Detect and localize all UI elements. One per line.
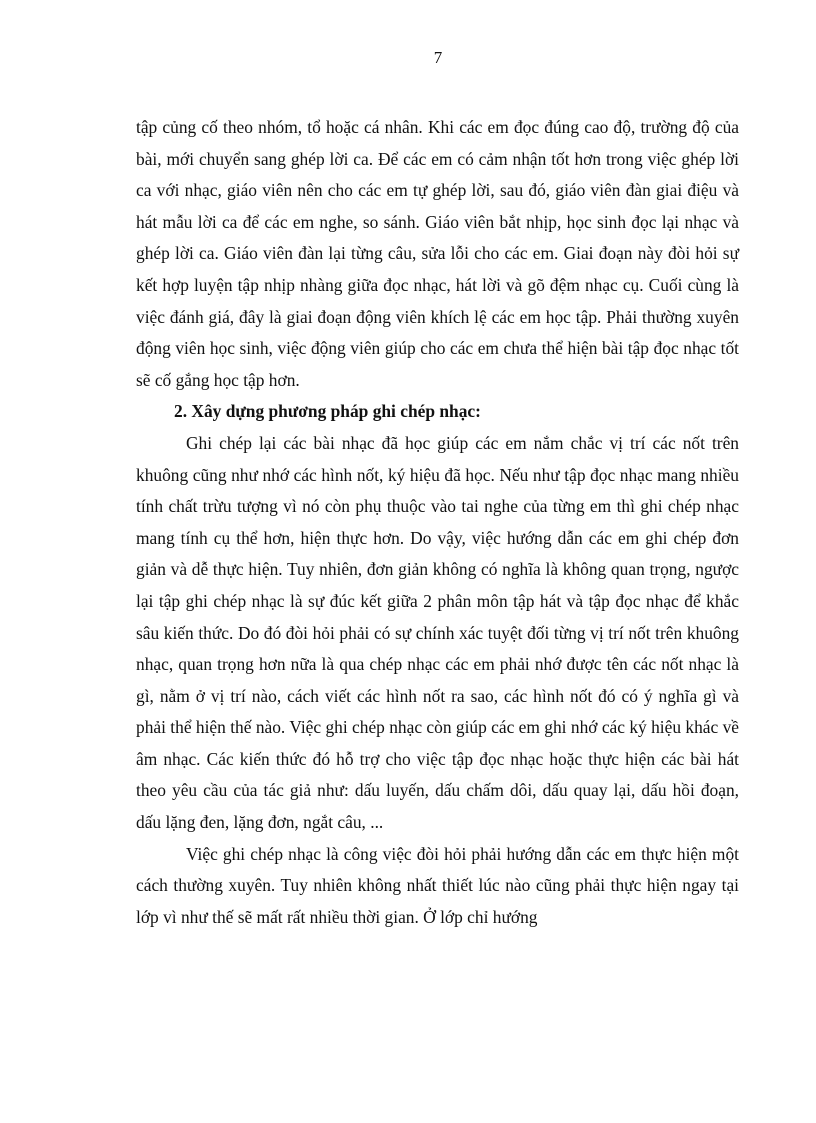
paragraph-continuation: tập củng cố theo nhóm, tổ hoặc cá nhân. Khi các em đọc đúng cao độ, trường độ của bài, mới chuyển sang ghép lời ca. Để các em có cảm nhận tốt hơn trong việc ghép lời ca với nhạc, giáo viên nên cho các em tự ghép lời, sau đó, giáo viên đàn giai điệu và hát mẫu lời ca để các em nghe, so sánh. Giáo viên bắt nhịp, học sinh đọc lại nhạc và ghép lời ca. Giáo viên đàn lại từng câu, sửa lỗi cho các em. Giai đoạn này đòi hỏi sự kết hợp luyện tập nhịp nhàng giữa đọc nhạc, hát lời và gõ đệm nhạc cụ. Cuối cùng là việc đánh giá, đây là giai đoạn động viên khích lệ các em học tập. Phải thường xuyên động viên học sinh, việc động viên giúp cho các em chưa thể hiện bài tập đọc nhạc tốt sẽ cố gắng học tập hơn. xyxy=(136,117,739,390)
page-number: 7 xyxy=(433,48,443,67)
paragraph-practice: Việc ghi chép nhạc là công việc đòi hỏi phải hướng dẫn các em thực hiện một cách thường xuyên. Tuy nhiên không nhất thiết lúc nào cũng phải thực hiện ngay tại lớp vì như thế sẽ mất rất nhiều thời gian. Ở lớp chỉ hướng xyxy=(136,843,739,927)
paragraph-note-taking: Ghi chép lại các bài nhạc đã học giúp các em nắm chắc vị trí các nốt trên khuông cũng như nhớ các hình nốt, ký hiệu đã học. Nếu như tập đọc nhạc mang nhiều tính chất trừu tượng vì nó còn phụ thuộc vào tai nghe của từng em thì ghi chép nhạc mang tính cụ thể hơn, hiện thực hơn. Do vậy, việc hướng dẫn các em ghi chép đơn giản và dễ thực hiện. Tuy nhiên, đơn giản không có nghĩa là không quan trọng, ngược lại tập ghi chép nhạc là sự đúc kết giữa 2 phân môn tập hát và tập đọc nhạc để khắc sâu kiến thức. Do đó đòi hỏi phải có sự chính xác tuyệt đối từng vị trí nốt trên khuông nhạc, quan trọng hơn nữa là qua chép nhạc các em phải nhớ được tên các nốt nhạc là gì, nằm ở vị trí nào, cách viết các hình nốt ra sao, các hình nốt đó có ý nghĩa gì và phải thể hiện thế nào. Việc ghi chép nhạc còn giúp các em ghi nhớ các ký hiệu khác về âm nhạc. Các kiến thức đó hỗ trợ cho việc tập đọc nhạc hoặc thực hiện các bài hát theo yêu cầu của tác giả như: dấu luyến, dấu chấm dôi, dấu quay lại, dấu hồi đoạn, dấu lặng đen, lặng đơn, ngắt câu, ... xyxy=(136,432,739,833)
document-body xyxy=(136,112,739,933)
section-heading: 2. Xây dựng phương pháp ghi chép nhạc: xyxy=(174,401,481,422)
